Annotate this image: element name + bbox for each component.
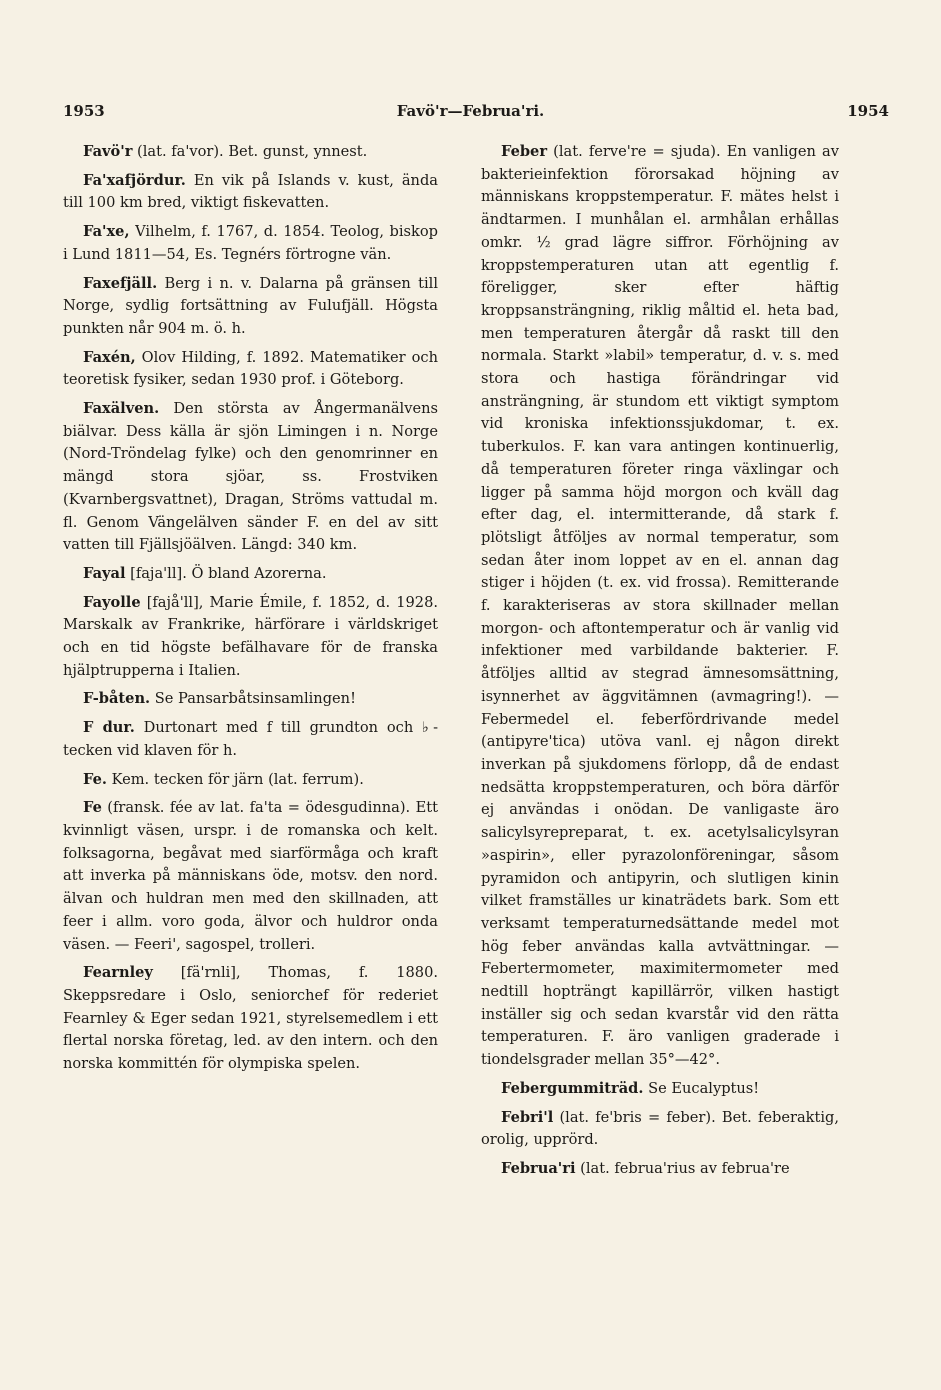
right-page-number: 1954	[847, 102, 889, 120]
entry-text: (lat. februa'rius av februa're	[575, 1159, 790, 1177]
entry-headword: Faxälven.	[83, 400, 160, 418]
dictionary-entry	[63, 563, 438, 586]
left-page-number: 1953	[63, 102, 105, 120]
dictionary-entry	[481, 141, 839, 1072]
right-column	[481, 141, 839, 1187]
dictionary-entry	[63, 141, 438, 164]
left-column	[63, 141, 438, 1082]
entry-text: Olov Hilding, f. 1892. Matematiker och teoretisk fysiker, sedan 1930 prof. i Göteborg.	[63, 348, 438, 389]
entry-text: Berg i n. v. Dalarna på gränsen till Norge, sydlig fortsättning av Fulufjäll. Högsta punkten når 904 m. ö. h.	[63, 274, 438, 337]
entry-text: (lat. ferve're = sjuda). En vanligen av bakterieinfektion förorsakad höjning av människans kroppstemperatur. F. mätes helst i ändtarmen. I munhålan el. armhålan erhållas omkr. ½ grad lägre siffror. Förhöjning av kroppstemperaturen utan att egentlig f. föreligger, sker efter häftig kroppsansträngning, riklig måltid el. heta bad, men temperaturen återgår då raskt till den normala. Starkt »labil» temperatur, d. v. s. med stora och hastiga förändringar vid ansträngning, är stundom ett viktigt symptom vid kroniska infektionssjukdomar, t. ex. tuberkulos. F. kan vara antingen kontinuerlig, då temperaturen företer ringa växlingar och ligger på samma höjd morgon och kväll dag efter dag, el. intermitterande, då stark f. plötsligt åtföljes av normal temperatur, som sedan åter inom loppet av en el. annan dag stiger i höjden (t. ex. vid frossa). Remitterande f. karakteriseras av stora skillnader mellan morgon- och aftontemperatur och är vanlig vid infektioner med varbildande bakterier. F. åtföljes alltid av stegrad ämnesomsättning, isynnerhet av äggvitämnen (avmagring!). — Febermedel el. feberfördrivande medel (antipyre'tica) utöva vanl. ej någon direkt inverkan på sjukdomens förlopp, då de endast nedsätta kroppstemperaturen, och böra därför ej användas i onödan. De vanligaste äro salicylsyrepreparat, t. ex. acetylsalicylsyran »aspirin», eller pyrazolonföreningar, såsom pyramidon och antipyrin, och slutligen kinin vilket framställes ur kinaträdets bark. Som ett verksamt temperaturnedsättande medel mot hög feber användas kalla avtvättningar. — Febertermometer, maximitermometer med nedtill hopträngt kapillärrör, vilken hastigt inställer sig och sedan kvarstår vid den rätta temperaturen. F. äro vanligen graderade i tiondelsgrader mellan 35°—42°.	[481, 143, 839, 1069]
dictionary-entry	[63, 170, 438, 215]
dictionary-entry	[481, 1158, 839, 1181]
entry-headword: F dur.	[83, 719, 135, 737]
entry-headword: Febri'l	[501, 1108, 554, 1126]
entry-text: [fä'rnli], Thomas, f. 1880. Skeppsredare i Oslo, seniorchef för rederiet Fearnley & Eger sedan 1921, styrelsemedlem i ett flertal norska företag, led. av den intern. och den norska kommittén för olympiska spelen.	[63, 964, 438, 1073]
dictionary-entry	[63, 688, 438, 711]
entry-text: [faja'll]. Ö bland Azorerna.	[125, 564, 327, 582]
entry-headword: Febergummiträd.	[501, 1079, 644, 1097]
entry-text: En vik på Islands v. kust, ända till 100 km bred, viktigt fiskevatten.	[63, 171, 438, 212]
entry-headword: Feber	[501, 143, 548, 160]
dictionary-entry	[63, 592, 438, 683]
entry-headword: Fa'xe,	[83, 223, 130, 241]
entry-text: Se Pansarbåtsinsamlingen!	[150, 690, 356, 708]
entry-text: (fransk. fée av lat. fa'ta = ödesgudinna). Ett kvinnligt väsen, urspr. i de romanska och kelt. folksagorna, begåvat med siarförmåga och kraft att inverka på människans öde, motsv. den nord. älvan och huldran men med den skillnaden, att feer i allm. voro goda, älvor och huldror onda väsen. — Feeri', sagospel, trolleri.	[63, 799, 438, 953]
entry-text: (lat. fa'vor). Bet. gunst, ynnest.	[132, 143, 368, 160]
entry-headword: Februa'ri	[501, 1159, 576, 1177]
entry-text: Vilhelm, f. 1767, d. 1854. Teolog, biskop i Lund 1811—54, Es. Tegnérs förtrogne vän.	[63, 223, 438, 263]
entry-text: Durtonart med f till grundton och ♭-tecken vid klaven för h.	[63, 719, 438, 759]
dictionary-entry	[63, 347, 438, 392]
entry-headword: Fe	[83, 799, 102, 817]
dictionary-entry	[63, 221, 438, 266]
dictionary-entry	[63, 717, 438, 762]
entry-headword: Fa'xafjördur.	[83, 171, 186, 189]
entry-headword: Fayolle	[83, 593, 141, 611]
dictionary-entry	[63, 962, 438, 1076]
dictionary-entry	[63, 273, 438, 341]
dictionary-entry	[481, 1107, 839, 1152]
entry-headword: Fearnley	[83, 964, 153, 982]
running-title: Favö'r—Februa'ri.	[396, 102, 545, 120]
entry-text: Den största av Ångermanälvens biälvar. Dess källa är sjön Limingen i n. Norge (Nord-Tröndelag fylke) och den genomrinner en mängd stora sjöar, ss. Frostviken (Kvarnbergsvattnet), Dragan, Ströms vattudal m. fl. Genom Vängelälven sänder F. en del av sitt vatten till Fjällsjöälven. Längd: 340 km.	[63, 400, 438, 554]
dictionary-entry	[63, 769, 438, 792]
entry-headword: F-båten.	[83, 690, 151, 708]
entry-headword: Fe.	[83, 770, 107, 788]
entry-headword: Faxén,	[83, 348, 136, 366]
entry-text: Kem. tecken för järn (lat. ferrum).	[106, 770, 364, 788]
dictionary-entry	[63, 797, 438, 956]
entry-text: (lat. fe'bris = feber). Bet. feberaktig, orolig, upprörd.	[481, 1108, 839, 1149]
dictionary-entry	[481, 1078, 839, 1101]
entry-headword: Favö'r	[83, 143, 133, 160]
entry-text: Se Eucalyptus!	[643, 1079, 760, 1097]
entry-text: [fajå'll], Marie Émile, f. 1852, d. 1928. Marskalk av Frankrike, härförare i världskriget och en tid högste befälhavare för de franska hjälptrupperna i Italien.	[63, 593, 438, 679]
dictionary-entry	[63, 398, 438, 557]
entry-headword: Faxefjäll.	[83, 274, 158, 292]
entry-headword: Fayal	[83, 564, 126, 582]
